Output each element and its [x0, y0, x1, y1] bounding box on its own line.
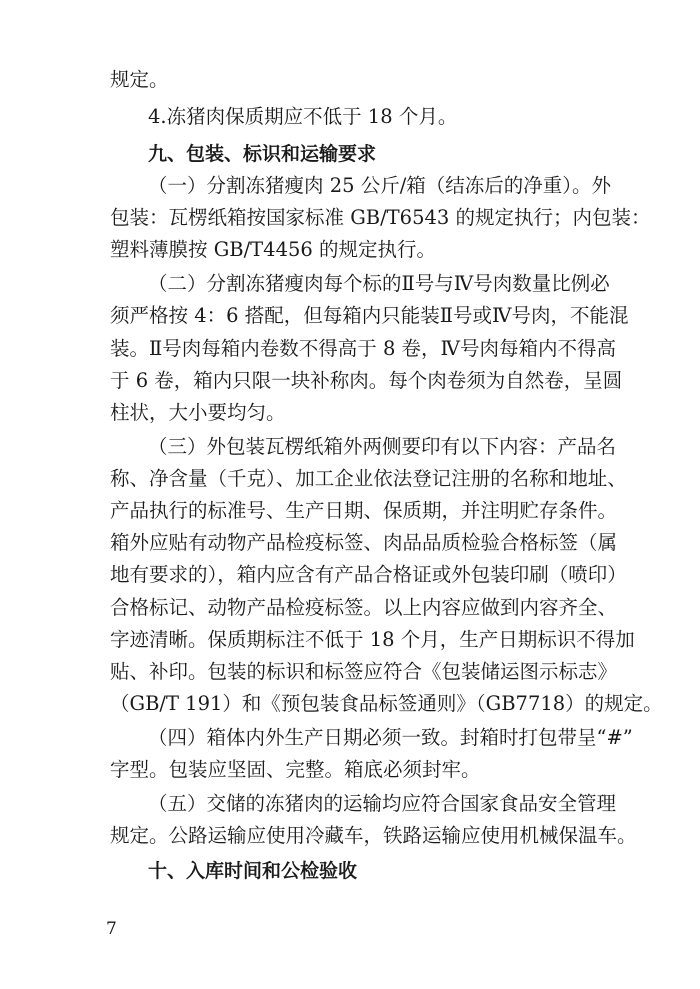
paragraph-line: 须严格按 4：6 搭配，但每箱内只能装Ⅱ号或Ⅳ号肉，不能混: [110, 304, 629, 327]
paragraph-line: 称、净含量（千克）、加工企业依法登记注册的名称和地址、: [110, 467, 627, 490]
paragraph-line: （三）外包装瓦楞纸箱外两侧要印有以下内容：产品名: [148, 435, 617, 458]
paragraph-line: 地有要求的），箱内应含有产品合格证或外包装印刷（喷印）: [110, 563, 627, 586]
paragraph-line: （GB/T 191）和《预包装食品标签通则》（GB7718）的规定。: [110, 692, 663, 715]
paragraph-line: 塑料薄膜按 GB/T4456 的规定执行。: [110, 238, 437, 261]
paragraph-line: 字迹清晰。保质期标注不低于 18 个月，生产日期标识不得加: [110, 628, 635, 651]
page-number: 7: [106, 919, 117, 939]
paragraph-line: 规定。: [110, 68, 169, 91]
paragraph-line: （四）箱体内外生产日期必须一致。封箱时打包带呈“#”: [148, 726, 633, 749]
paragraph-line: 于 6 卷，箱内只限一块补称肉。每个肉卷须为自然卷，呈圆: [110, 369, 623, 392]
paragraph-line: 箱外应贴有动物产品检疫标签、肉品品质检验合格标签（属: [110, 531, 618, 554]
section-heading-ten: 十、入库时间和公检验收: [148, 860, 358, 882]
paragraph-line: 4.冻猪肉保质期应不低于 18 个月。: [148, 105, 458, 128]
paragraph-line: 包装：瓦楞纸箱按国家标准 GB/T6543 的规定执行；内包装：: [110, 206, 651, 229]
paragraph-line: （一）分割冻猪瘦肉 25 公斤/箱（结冻后的净重）。外: [148, 174, 612, 197]
paragraph-line: 贴、补印。包装的标识和标签应符合《包装储运图示标志》: [110, 660, 618, 683]
section-heading-nine: 九、包装、标识和运输要求: [148, 143, 377, 165]
paragraph-line: 产品执行的标准号、生产日期、保质期，并注明贮存条件。: [110, 499, 618, 522]
paragraph-line: （二）分割冻猪瘦肉每个标的Ⅱ号与Ⅳ号肉数量比例必: [148, 272, 610, 295]
paragraph-line: 柱状，大小要均匀。: [110, 401, 286, 424]
paragraph-line: 字型。包装应坚固、完整。箱底必须封牢。: [110, 758, 481, 781]
paragraph-line: （五）交储的冻猪肉的运输均应符合国家食品安全管理: [148, 792, 617, 815]
paragraph-line: 规定。公路运输应使用冷藏车，铁路运输应使用机械保温车。: [110, 824, 637, 847]
paragraph-line: 合格标记、动物产品检疫标签。以上内容应做到内容齐全、: [110, 596, 618, 619]
paragraph-line: 装。Ⅱ号肉每箱内卷数不得高于 8 卷，Ⅳ号肉每箱内不得高: [110, 337, 617, 360]
